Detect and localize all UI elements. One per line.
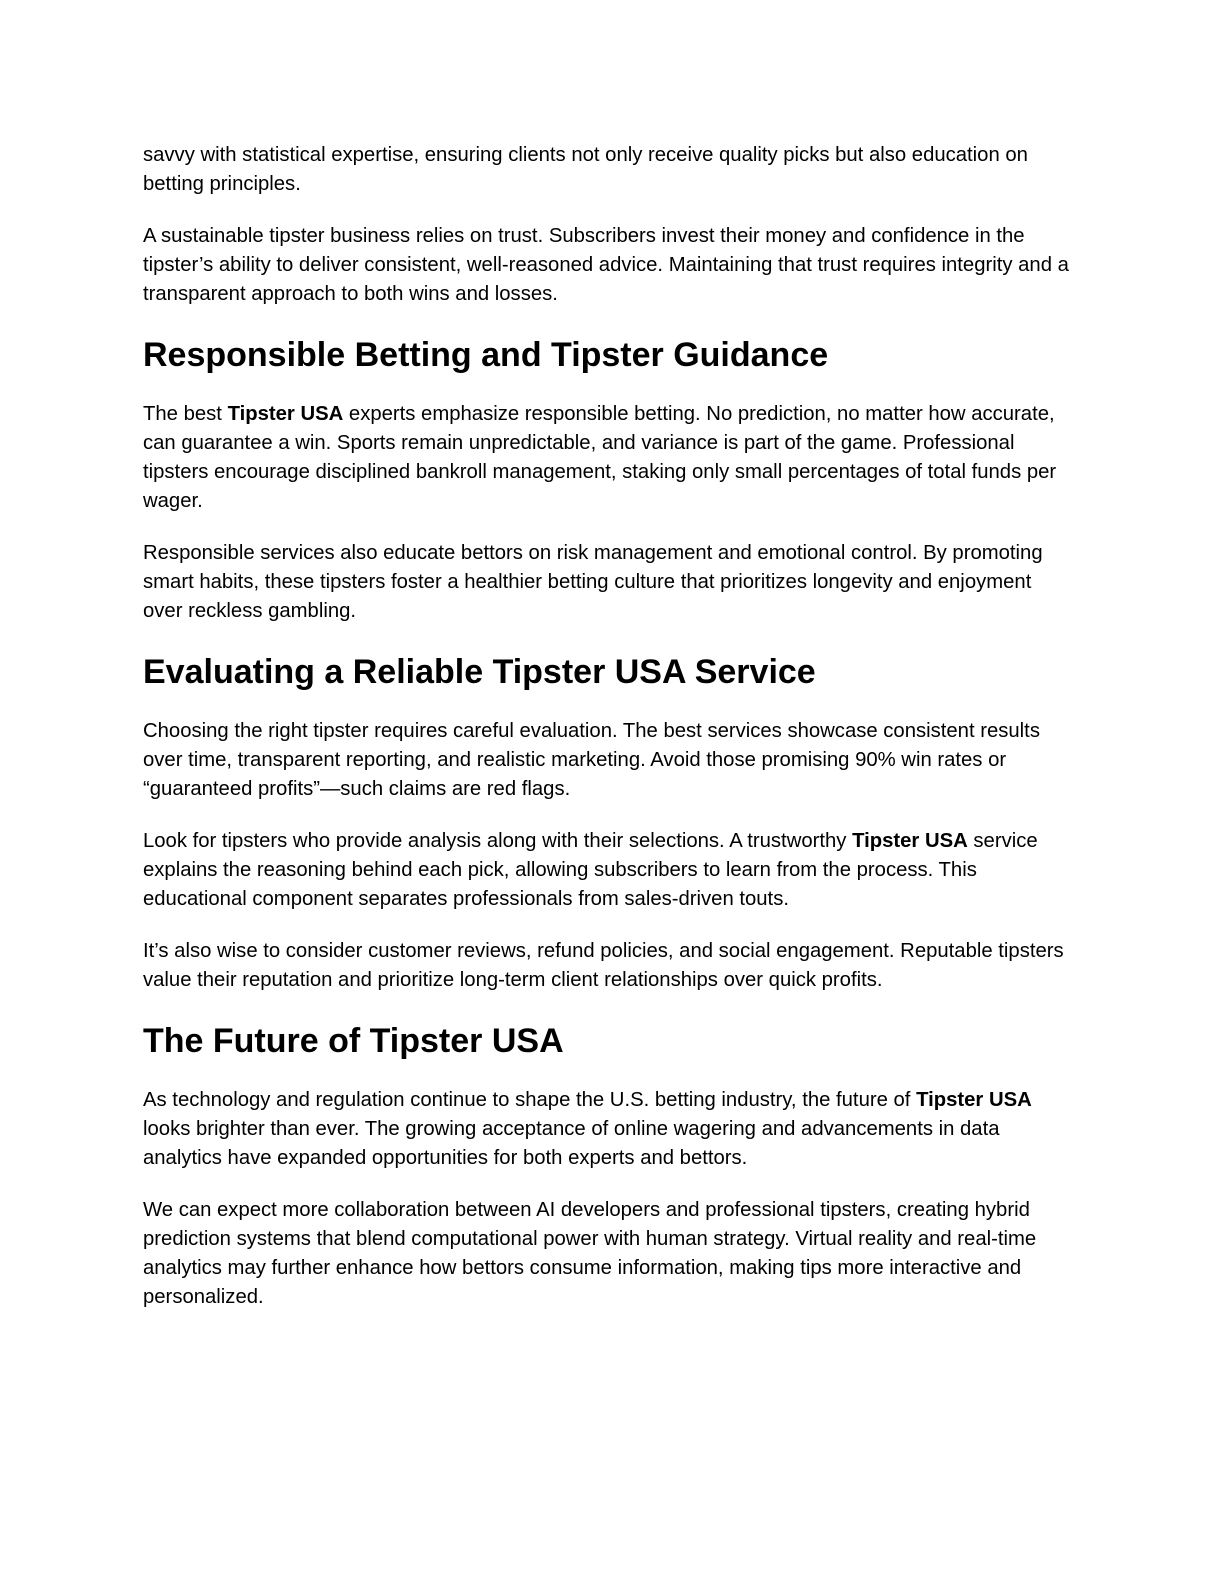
paragraph: A sustainable tipster business relies on trust. Subscribers invest their money and confidence in the tipster’s ability to deliver consistent, well-reasoned advice. Maintaining that trust requires integrity and a transparent approach to both wins and losses.: [143, 225, 1069, 305]
bold-term: Tipster USA: [227, 403, 344, 425]
paragraph: Responsible services also educate bettors on risk management and emotional control. By promoting smart habits, these tipsters foster a healthier betting culture that prioritizes longevity and enjoyment over reckless gambling.: [143, 542, 1043, 622]
paragraph: Look for tipsters who provide analysis along with their selections. A trustworthy Tipster USA service explains the reasoning behind each pick, allowing subscribers to learn from the process. This educational component separates professionals from sales-driven touts.: [143, 830, 1038, 910]
paragraph: We can expect more collaboration between AI developers and professional tipsters, creating hybrid prediction systems that blend computational power with human strategy. Virtual reality and real-time analytics may further enhance how bettors consume information, making tips more interactive and personalized.: [143, 1199, 1037, 1308]
paragraph: It’s also wise to consider customer reviews, refund policies, and social engagement. Reputable tipsters value their reputation and prioritize long-term client relationships over quick profits.: [143, 940, 1064, 991]
paragraph: The best Tipster USA experts emphasize responsible betting. No prediction, no matter how accurate, can guarantee a win. Sports remain unpredictable, and variance is part of the game. Professional tipsters encourage disciplined bankroll management, staking only small percentages of total funds per wager.: [143, 403, 1057, 512]
bold-term: Tipster USA: [852, 830, 968, 852]
section-heading: Responsible Betting and Tipster Guidance: [143, 336, 829, 374]
document-page: [143, 141, 1075, 1335]
section-heading: The Future of Tipster USA: [143, 1022, 564, 1060]
section-heading: Evaluating a Reliable Tipster USA Service: [143, 653, 816, 691]
paragraph: As technology and regulation continue to shape the U.S. betting industry, the future of Tipster USA looks brighter than ever. The growing acceptance of online wagering and advancements in data analytics have expanded opportunities for both experts and bettors.: [143, 1089, 1032, 1169]
paragraph: Choosing the right tipster requires careful evaluation. The best services showcase consistent results over time, transparent reporting, and realistic marketing. Avoid those promising 90% win rates or “guaranteed profits”—such claims are red flags.: [143, 720, 1040, 800]
paragraph: savvy with statistical expertise, ensuring clients not only receive quality picks but also education on betting principles.: [143, 144, 1028, 195]
bold-term: Tipster USA: [916, 1089, 1032, 1111]
